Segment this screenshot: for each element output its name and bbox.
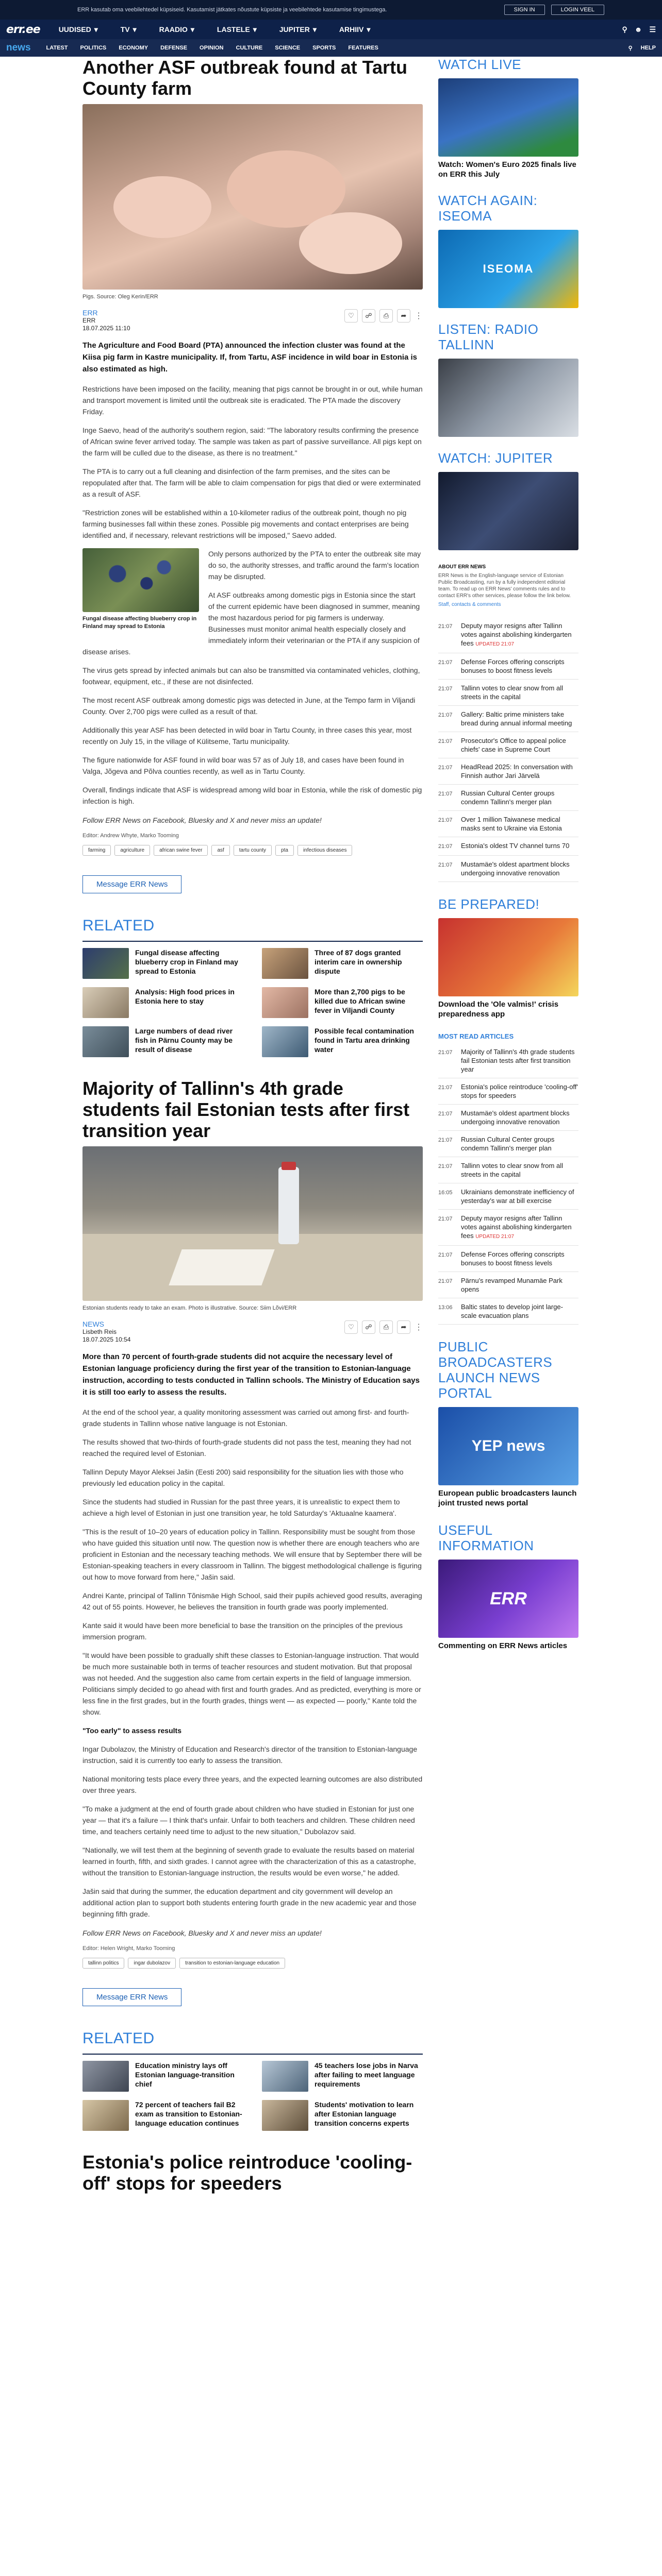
most-read-heading: MOST READ ARTICLES [438,1032,514,1040]
related-thumb [82,2100,129,2131]
subnav-politics[interactable]: POLITICS [80,45,107,51]
about-link[interactable]: Staff, contacts & comments [438,602,501,607]
err-comments-thumb[interactable] [438,1560,578,1638]
most-read-item[interactable]: 21:07 Russian Cultural Center groups condemn Tallinn's merger plan [438,1131,578,1157]
nav-item-lastele[interactable]: LASTELE ▾ [217,25,257,33]
article-body [82,1406,423,1920]
related-thumb [82,2061,129,2092]
feed-item[interactable]: 21:07 Gallery: Baltic prime ministers take bread during annual informal meeting [438,706,578,732]
paragraph: Ingar Dubolazov, the Ministry of Education and Research's director of the transition to Estonian-language instruction, said it is currently too early to assess the transition. [82,1745,418,1765]
article-photo-pigs [82,104,423,290]
subnav-culture[interactable]: CULTURE [236,45,263,51]
inline-related-card[interactable] [82,548,199,631]
article-byline: ERR [82,317,96,324]
paragraph: Only persons authorized by the PTA to enter the outbreak site may do so, the authority stresses, and traffic around the farm's location may be disrupted. [208,550,421,581]
most-read-item[interactable]: 13:06 Baltic states to develop joint large-scale evacuation plans [438,1298,578,1325]
related-list [82,948,423,1057]
article-meta [82,1320,423,1344]
chevron-down-icon: ▾ [312,25,317,33]
tag-list [82,845,423,856]
link-icon[interactable]: ☍ [362,309,375,323]
err-badge: ERR [490,1588,527,1608]
related-thumb [262,987,308,1018]
help-link[interactable]: HELP [640,45,656,51]
paragraph: "This is the result of 10–20 years of education policy in Tallinn. Responsibility must be sought from those who have guided this situation until now. The question now is whether there are enough teachers who are proficient in Estonian and the necessary teaching methods. We will ensure that by September there will be Estonian-speaking teachers in every classroom in Tallinn. The biggest methodological challenge is figuring out how to move forward from here," Jašin said. [82,1528,422,1581]
related-thumb [82,987,129,1018]
yep-news-badge: YEP news [471,1437,545,1454]
feed-item[interactable]: 21:07 Tallinn votes to clear snow from all streets in the capital [438,680,578,706]
be-prepared-heading: BE PREPARED! [438,896,540,912]
related-thumb [262,2100,308,2131]
paragraph: Since the students had studied in Russian for the past three years, it is unrealistic to expect them to achieve a high level of Estonian in just one transition year, he told Saturday's 'Aktuaalne kaamera'. [82,1498,400,1517]
main-column [82,57,423,2199]
paragraph: The virus gets spread by infected animals but can also be transmitted via contaminated vehicles, clothing, footwear, equipment, etc., if these are not disinfected. [82,666,420,686]
paragraph: Restrictions have been imposed on the facility, meaning that pigs cannot be brought in or out, while human and transport movement is limited until the outbreak site is eradicated. The PTA made the discovery Friday. [82,385,423,416]
listen-heading: LISTEN: RADIO TALLINN [438,321,539,352]
divider [82,941,423,942]
paragraph: The most recent ASF outbreak among domestic pigs was detected in June, at the Tempo farm in Viljandi County. Over 2,700 pigs were culled as a result of that. [82,696,416,716]
subnav-defense[interactable]: DEFENSE [160,45,188,51]
related-item[interactable]: Students' motivation to learn after Estonian language transition concerns experts [262,2100,423,2131]
paragraph: Inge Saevo, head of the authority's southern region, said: "The laboratory results confirming the presence of African swine fever arrived today. The sample was taken as part of passive surveillance. All pigs kept on the farm will be culled due to the disease, as there is no treatment." [82,426,422,457]
article-byline: Lisbeth Reis [82,1328,117,1335]
feed-item[interactable]: 21:07 Russian Cultural Center groups condemn Tallinn's merger plan [438,785,578,811]
paragraph: Jašin said that during the summer, the education department and city government will develop an additional action plan to support both students entering fourth grade in the new academic year and those beginning fifth grade. [82,1887,417,1918]
related-heading: RELATED [82,917,155,934]
paragraph: Kante said it would have been more beneficial to base the transition on the principles of the previous immersion program. [82,1621,403,1641]
paragraph: The PTA is to carry out a full cleaning and disinfection of the farm premises, and the sites can be repopulated after that. The farm will be able to claim compensation for pigs that died or were exterminated as a result of ASF. [82,467,421,498]
subnav-economy[interactable]: ECONOMY [119,45,148,51]
tag[interactable]: ingar dubolazov [128,1958,176,1969]
editor-line: Editor: Helen Wright, Marko Tooming [82,1945,175,1952]
subnav-science[interactable]: SCIENCE [275,45,301,51]
iseoma-thumb[interactable] [438,230,578,308]
tag[interactable]: pta [275,845,294,856]
paragraph: "To make a judgment at the end of fourth grade about children who have studied in Estonian for just one year — that it's a failure — I think that's unfair. Unfair to both teachers and children. These children need time, and teachers certainly need time to adjust to the new situation," Dubolazov said. [82,1805,415,1836]
article-source: NEWS [82,1320,104,1328]
jupiter-thumb[interactable] [438,472,578,550]
nav-item-arhiiv[interactable]: ARHIIV ▾ [339,25,371,33]
photo-caption: Estonian students ready to take an exam. Photo is illustrative. Source: Siim Lõvi/ERR [82,1305,297,1311]
subnav-sports[interactable]: SPORTS [312,45,336,51]
tag-list [82,1958,423,1969]
sidebar [438,57,578,1664]
about-err-news [438,564,578,608]
paragraph: "Restriction zones will be established within a 10-kilometer radius of the outbreak point, though no pig farming businesses fall within these zones. Possible pig movements and contact enterprises are being identified and, if necessary, relevant restrictions will be imposed," Saevo added. [82,509,409,539]
paragraph: At ASF outbreaks among domestic pigs in Estonia since the start of the current epidemic have been diagnosed in summer, meaning the most hazardous period for pig farmers is underway. Businesses must monitor animal health especially closely and immediately inform their veterinarian or the PTA if any suspicion of disease arises. [82,591,420,656]
article-asf [82,57,423,906]
article-meta [82,309,423,332]
related-item[interactable]: Possible fecal contamination found in Tartu area drinking water [262,1026,423,1057]
tag[interactable]: tartu county [234,845,272,856]
most-read-item[interactable]: 21:07 Mustamäe's oldest apartment blocks undergoing innovative renovation [438,1105,578,1131]
chevron-down-icon: ▾ [94,25,98,33]
article-source: ERR [82,309,98,317]
paragraph: Tallinn Deputy Mayor Aleksei Jašin (Eesti 200) said responsibility for the situation lies with those who previously led education policy in the capital. [82,1468,404,1487]
most-read-item[interactable]: 21:07 Majority of Tallinn's 4th grade students fail Estonian tests after first transition year [438,1043,578,1078]
related-thumb [82,948,129,979]
feed-item[interactable]: 21:07 Defense Forces offering conscripts bonuses to boost fitness levels [438,653,578,680]
follow-text: Follow ERR News on Facebook, Bluesky and X and never miss an update! [82,1929,322,1937]
share-icon[interactable]: ➦ [397,309,410,323]
more-icon[interactable]: ⋮ [415,1323,423,1332]
related-item[interactable]: More than 2,700 pigs to be killed due to African swine fever in Viljandi County [262,987,423,1018]
more-icon[interactable]: ⋮ [415,312,423,320]
related-heading: RELATED [82,2030,155,2047]
related-thumb [82,1026,129,1057]
useful-info-title[interactable]: Commenting on ERR News articles [438,1641,568,1650]
feed-item[interactable]: 21:07 Over 1 million Taiwanese medical masks sent to Ukraine via Estonia [438,811,578,837]
print-icon[interactable]: ⎙ [379,1320,393,1334]
related-list [82,2061,423,2131]
heart-icon[interactable]: ♡ [344,1320,358,1334]
most-read-item[interactable]: 21:07 Estonia's police reintroduce 'cooling-off' stops for speeders [438,1078,578,1105]
related-item[interactable]: 72 percent of teachers fail B2 exam as transition to Estonian-language education continues [82,2100,243,2131]
chevron-down-icon: ▾ [190,25,194,33]
paragraph: National monitoring tests place every three years, and the expected learning outcomes are also distributed over three years. [82,1775,423,1794]
editor-line: Editor: Andrew Whyte, Marko Tooming [82,833,179,839]
paragraph: Overall, findings indicate that ASF is widespread among wild boar in Estonia, while the risk of domestic pig infection is high. [82,786,422,805]
article-date: 18.07.2025 11:10 [82,325,130,332]
article-lead: More than 70 percent of fourth-grade students did not acquire the necessary level of Estonian language proficiency during the first year of the transition to Estonian-language instruction, according to tests conducted in Tallinn schools. The Ministry of Education says it is still too early to assess the results. [82,1352,420,1397]
chevron-down-icon: ▾ [367,25,371,33]
feed-item[interactable]: 21:07 HeadRead 2025: In conversation with Finnish author Jari Järvelä [438,758,578,785]
article-photo-exam [82,1146,423,1301]
message-err-news-button[interactable]: Message ERR News [82,875,181,893]
register-button[interactable]: LOGIN VEEL [551,5,604,15]
heart-icon[interactable]: ♡ [344,309,358,323]
most-read-item[interactable]: 21:07 Deputy mayor resigns after Tallinn votes against abolishing kindergarten fees UPDATED 21:07 [438,1210,578,1246]
about-heading: ABOUT ERR NEWS [438,564,486,570]
cookie-notice: ERR kasutab oma veebilehtedel küpsiseid. Kasutamist jätkates nõustute küpsiste ja veebilehtede kasutamise tingimustega. [77,7,387,13]
most-read-item[interactable]: 16:05 Ukrainians demonstrate inefficiency of yesterday's war at bill exercise [438,1183,578,1210]
photo-caption: Pigs. Source: Oleg Kerin/ERR [82,294,158,300]
follow-text: Follow ERR News on Facebook, Bluesky and X and never miss an update! [82,816,322,824]
related-thumb [262,948,308,979]
paragraph: "It would have been possible to gradually shift these classes to Estonian-language instruction. That would be much more sustainable both in terms of teacher resources and student motivation. But that proposal was not heeded. And the suggestion also came from certain experts in the field of language immersion. Politicians simply decided to go ahead with first and fourth grades. And as predicted, everything is more or less fine in the first grades, but in the fourth grades, things went — as expected — poorly," Kante told the show. [82,1651,421,1716]
link-icon[interactable]: ☍ [362,1320,375,1334]
menu-icon[interactable]: ☰ [649,25,656,33]
related-item[interactable]: Three of 87 dogs granted interim care in ownership dispute [262,948,423,979]
jupiter-heading: WATCH: JUPITER [438,450,553,466]
related-item[interactable]: Education ministry lays off Estonian language-transition chief [82,2061,243,2092]
nav-item-uudised[interactable]: UUDISED ▾ [58,25,98,33]
next-article-title[interactable]: Estonia's police reintroduce 'cooling-off' stops for speeders [82,2151,412,2194]
feed-item[interactable]: 21:07 Mustamäe's oldest apartment blocks undergoing innovative renovation [438,856,578,882]
most-read-item[interactable]: 21:07 Tallinn votes to clear snow from all streets in the capital [438,1157,578,1183]
watch-live-title[interactable]: Watch: Women's Euro 2025 finals live on ERR this July [438,160,576,179]
search-icon[interactable]: ⚲ [628,45,633,52]
watch-again-heading: WATCH AGAIN: ISEOMA [438,193,538,224]
cookie-bar [0,0,662,20]
paragraph: The results showed that two-thirds of fourth-grade students did not pass the test, meaning they had not reached the required level of Estonian. [82,1438,411,1458]
subnav-latest[interactable]: LATEST [46,45,68,51]
watch-live-heading: WATCH LIVE [438,57,522,72]
article-date: 18.07.2025 10:54 [82,1336,131,1343]
related-item[interactable]: Fungal disease affecting blueberry crop in Finland may spread to Estonia [82,948,243,979]
most-read-item[interactable]: 21:07 Defense Forces offering conscripts bonuses to boost fitness levels [438,1246,578,1272]
nav-item-jupiter[interactable]: JUPITER ▾ [279,25,317,33]
feed-item[interactable]: 21:07 Estonia's oldest TV channel turns 70 [438,837,578,856]
news-brand[interactable]: news [6,42,31,53]
paragraph: Additionally this year ASF has been detected in wild boar in Tartu County, in three cases this year, most recently on July 15, in the village of Külitseme, Tartu municipality. [82,726,412,745]
subnav-opinion[interactable]: OPINION [200,45,224,51]
related-item[interactable]: Analysis: High food prices in Estonia here to stay [82,987,243,1018]
related-item[interactable]: Large numbers of dead river fish in Pärnu County may be result of disease [82,1026,243,1057]
paragraph: "Nationally, we will test them at the beginning of seventh grade to evaluate the results based on material learned in fourth, fifth, and sixth grades. I cannot agree with the characterization of this as a catastrophe, without the transition to Estonian-language instruction, the results would be even worse," he added. [82,1846,416,1877]
about-text: ERR News is the English-language service of Estonian Public Broadcasting, run by a fully independent editorial team. To read up on ERR News' comments rules and to contact ERR's other services, please follow the link below. [438,573,571,599]
inline-related-title: Fungal disease affecting blueberry crop in Finland may spread to Estonia [82,616,197,630]
share-icon[interactable]: ➦ [397,1320,410,1334]
article-title: Another ASF outbreak found at Tartu County farm [82,57,407,99]
tag[interactable]: tallinn politics [82,1958,124,1969]
sign-in-button[interactable]: SIGN IN [504,5,545,15]
feed-item[interactable]: 21:07 Prosecutor's Office to appeal police chiefs' case in Supreme Court [438,732,578,758]
chevron-down-icon: ▾ [253,25,257,33]
tag[interactable]: african swine fever [154,845,208,856]
related-item[interactable]: 45 teachers lose jobs in Narva after failing to meet language requirements [262,2061,423,2092]
paragraph: At the end of the school year, a quality monitoring assessment was carried out among first- and fourth-grade students in Tallinn whose native language is not Estonian. [82,1408,409,1428]
user-icon[interactable]: ☻ [634,25,642,33]
latest-feed [438,617,578,882]
be-prepared-title[interactable]: Download the 'Ole valmis!' crisis preparedness app [438,1000,559,1019]
most-read-list [438,1043,578,1325]
be-prepared-thumb[interactable] [438,918,578,996]
article-lead: The Agriculture and Food Board (PTA) announced the infection cluster was found at the Kiisa pig farm in Kastre municipality. If, from Tartu, ASF incidence in wild boar in Estonia is also estimated as high. [82,341,417,374]
err-logo[interactable]: err.ee [6,23,40,36]
print-icon[interactable]: ⎙ [379,309,393,323]
useful-info-heading: USEFUL INFORMATION [438,1522,534,1553]
iseoma-badge: ISEOMA [483,262,534,275]
tag[interactable]: transition to estonian-language education [179,1958,285,1969]
divider [82,2054,423,2055]
chevron-down-icon: ▾ [133,25,137,33]
most-read-item[interactable]: 21:07 Pärnu's revamped Munamäe Park opens [438,1272,578,1298]
sub-nav [0,39,662,57]
tag[interactable]: infectious diseases [297,845,353,856]
related-thumb [262,2061,308,2092]
related-thumb [262,1026,308,1057]
paragraph: Andrei Kante, principal of Tallinn Tõnismäe High School, said their pupils achieved good results, averaging 42 out of 55 points. However, he believes the transition in fourth grade was poorly implemented. [82,1591,422,1611]
watch-live-thumb[interactable] [438,78,578,157]
public-broadcasters-heading: PUBLIC BROADCASTERS LAUNCH NEWS PORTAL [438,1339,553,1401]
blueberry-photo [82,548,199,612]
article-body [82,383,423,807]
subnav-features[interactable]: FEATURES [348,45,378,51]
radio-tallinn-thumb[interactable] [438,359,578,437]
yep-news-thumb[interactable] [438,1407,578,1485]
article-tallinn-tests [82,1078,423,2019]
main-nav [0,20,662,39]
tag[interactable]: asf [211,845,229,856]
search-icon[interactable]: ⚲ [622,25,627,33]
message-err-news-button[interactable]: Message ERR News [82,1988,181,2006]
subheading: "Too early" to assess results [82,1726,181,1735]
article-title: Majority of Tallinn's 4th grade students fail Estonian tests after first transition year [82,1078,410,1141]
feed-item[interactable]: 21:07 Deputy mayor resigns after Tallinn votes against abolishing kindergarten fees UPDATED 21:07 [438,617,578,653]
tag[interactable]: farming [82,845,111,856]
tag[interactable]: agriculture [114,845,150,856]
public-broadcasters-title[interactable]: European public broadcasters launch joint trusted news portal [438,1489,577,1507]
nav-item-tv[interactable]: TV ▾ [120,25,137,33]
paragraph: The figure nationwide for ASF found in wild boar was 57 as of July 18, and cases have been found in Valga, Jõgeva and Põlva counties recently, as well as in Tartu County. [82,756,404,775]
nav-item-raadio[interactable]: RAADIO ▾ [159,25,194,33]
